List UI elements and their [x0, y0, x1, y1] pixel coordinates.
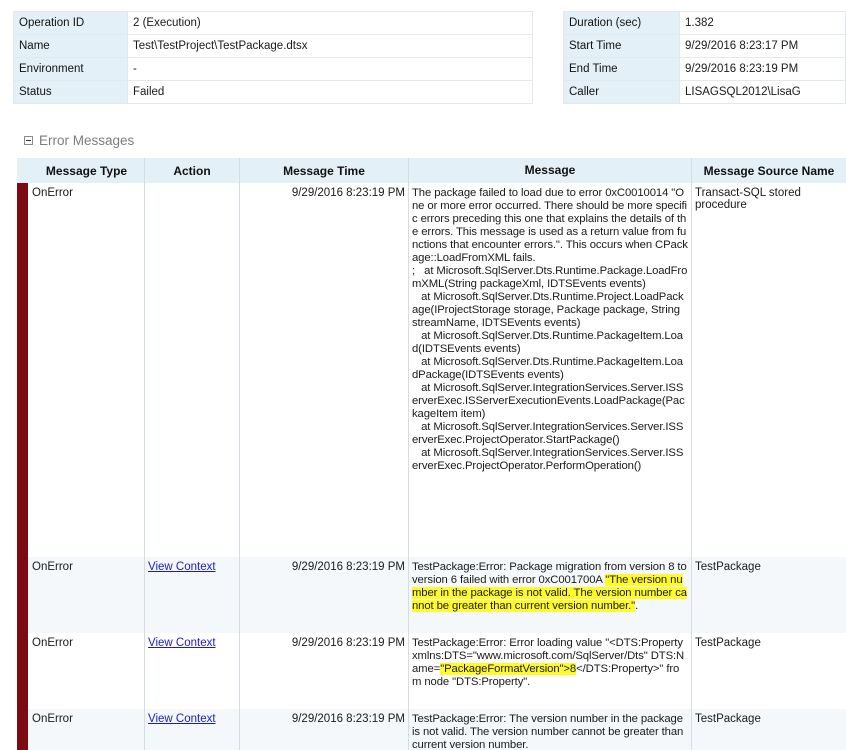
error-severity-marker — [17, 557, 28, 633]
summary-row-start-time — [564, 35, 846, 58]
summary-row-operation-id — [14, 12, 533, 35]
action-cell — [145, 557, 240, 633]
summary-value: 1.382 — [680, 12, 846, 35]
section-title: Error Messages — [39, 132, 135, 148]
summary-value: 2 (Execution) — [128, 12, 533, 35]
summary-value: 9/29/2016 8:23:17 PM — [680, 35, 846, 58]
message-source-cell: TestPackage — [695, 713, 761, 725]
summary-value: Failed — [128, 81, 533, 104]
error-severity-marker — [17, 709, 28, 750]
summary-row-status — [14, 81, 533, 104]
message-source-cell: Transact-SQL stored procedure — [695, 187, 801, 211]
summary-key: End Time — [564, 58, 680, 81]
summary-key: Operation ID — [14, 12, 128, 35]
summary-value: Test\TestProject\TestPackage.dtsx — [128, 35, 533, 58]
message-text: . — [635, 600, 639, 612]
message-time-cell: 9/29/2016 8:23:19 PM — [240, 183, 409, 557]
message-text: </DTS:Property>" from node "DTS:Property". — [412, 663, 680, 688]
table-row[interactable] — [17, 183, 846, 558]
action-cell — [145, 709, 240, 750]
message-cell: TestPackage:Error: The version number in the package is not valid. The version number cannot be greater than current version number. — [409, 709, 692, 750]
grid-header-row — [17, 158, 846, 184]
highlighted-message-text: "PackageFormatVersion">8 — [440, 663, 577, 675]
summary-row-caller — [564, 81, 846, 104]
summary-key: Caller — [564, 81, 680, 104]
summary-value: 9/29/2016 8:23:19 PM — [680, 58, 846, 81]
column-header-action[interactable]: Action — [145, 158, 240, 183]
table-row[interactable] — [17, 709, 846, 750]
operation-summary-table — [13, 11, 533, 104]
message-type-cell: OnError — [29, 557, 145, 633]
summary-value: - — [128, 58, 533, 81]
message-time-cell: 9/29/2016 8:23:19 PM — [240, 633, 409, 709]
summary-key: Status — [14, 81, 128, 104]
summary-row-duration — [564, 12, 846, 35]
message-text: TestPackage:Error: Package migration from version 8 to version 6 failed with error 0xC001700A — [412, 561, 690, 586]
message-cell — [409, 633, 692, 709]
message-source-cell: TestPackage — [695, 637, 761, 649]
error-messages-grid — [17, 158, 846, 750]
message-type-cell: OnError — [29, 183, 145, 557]
message-type-cell: OnError — [29, 709, 145, 750]
summary-value: LISAGSQL2012\LisaG — [680, 81, 846, 104]
column-header-message-time[interactable]: Message Time — [240, 158, 409, 183]
header-gutter — [17, 158, 29, 183]
view-context-link[interactable]: View Context — [148, 561, 216, 573]
timing-summary-table — [563, 11, 846, 104]
message-text: TestPackage:Error: Error loading value "<DTS:Property xmlns:DTS="www.microsoft.com/SqlServer/Dts" DTS:Name= — [412, 637, 686, 675]
message-type-cell: OnError — [29, 633, 145, 709]
summary-key: Name — [14, 35, 128, 58]
message-cell — [409, 557, 692, 633]
summary-key: Start Time — [564, 35, 680, 58]
message-time-cell: 9/29/2016 8:23:19 PM — [240, 709, 409, 750]
summary-key: Duration (sec) — [564, 12, 680, 35]
table-row[interactable] — [17, 633, 846, 710]
message-source-cell: TestPackage — [695, 561, 761, 573]
error-messages-section-header — [24, 131, 134, 149]
summary-row-environment — [14, 58, 533, 81]
view-context-link[interactable]: View Context — [148, 713, 216, 725]
error-severity-marker — [17, 633, 28, 709]
error-severity-marker — [17, 183, 28, 557]
view-context-link[interactable]: View Context — [148, 637, 216, 649]
action-cell — [145, 183, 240, 557]
highlighted-message-text: "The version number in the package is not valid. The version number cannot be greater than current version number." — [412, 574, 687, 612]
collapse-toggle-icon[interactable] — [24, 136, 33, 145]
column-header-message[interactable]: Message — [409, 158, 692, 183]
column-header-message-source-name[interactable]: Message Source Name — [703, 164, 835, 178]
action-cell — [145, 633, 240, 709]
summary-key: Environment — [14, 58, 128, 81]
message-cell: The package failed to load due to error 0xC0010014 "One or more error occurred. There should be more specific errors preceding this one that explains the details of the errors. This message is used as a return value from functions that encounter errors.". This occurs when CPackage::LoadFromXML fails. ; at Microsoft.SqlServer.Dts.Runtime.Package.LoadFromXML(String packageXml, IDTSEvents events) at Microsoft.SqlServer.Dts.Runtime.Project.LoadPackage(IProjectStorage storage, Package package, String streamName, IDTSEvents events) at Microsoft.SqlServer.Dts.Runtime.PackageItem.Load(IDTSEvents events) at Microsoft.SqlServer.Dts.Runtime.PackageItem.LoadPackage(IDTSEvents events) at Microsoft.SqlServer.IntegrationServices.Server.ISServerExec.ISServerExecutionEvents.LoadPackage(PackageItem item) at Microsoft.SqlServer.IntegrationServices.Server.ISServerExec.ProjectOperator.StartPackage() at Microsoft.SqlServer.IntegrationServices.Server.ISServerExec.ProjectOperator.PerformOperation() — [409, 183, 692, 557]
summary-row-name — [14, 35, 533, 58]
summary-row-end-time — [564, 58, 846, 81]
column-header-message-type[interactable]: Message Type — [29, 158, 145, 183]
table-row[interactable] — [17, 557, 846, 634]
message-time-cell: 9/29/2016 8:23:19 PM — [240, 557, 409, 633]
